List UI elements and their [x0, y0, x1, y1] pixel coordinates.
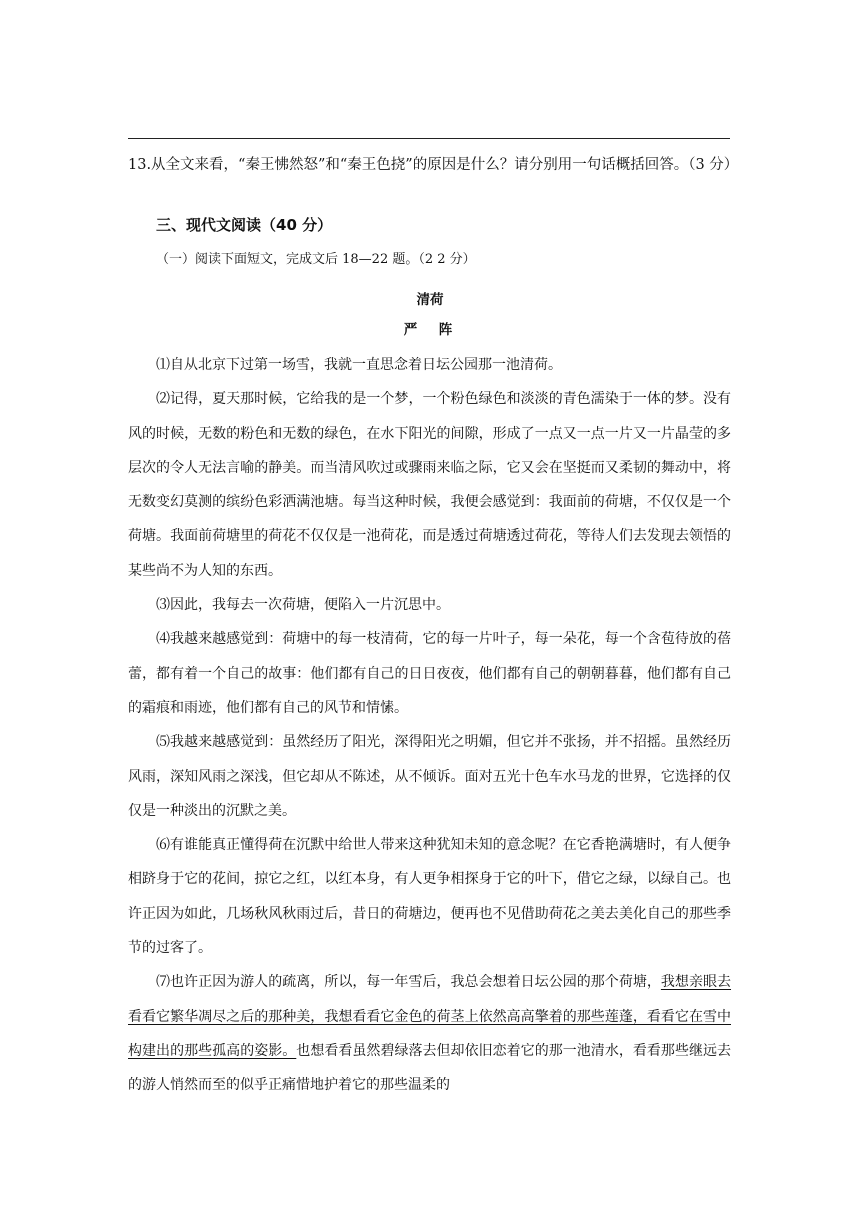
top-divider-line: [128, 138, 730, 139]
paragraph-6: ⑹有谁能真正懂得荷在沉默中给世人带来这种犹知未知的意念呢？在它香艳满塘时，有人便争相跻身于它的花间，掠它之红，以红本身，有人更争相探身于它的叶下，借它之绿，以绿自己。也许正因为如此，几场秋风秋雨过后，昔日的荷塘边，便再也不见借助荷花之美去美化自己的那些季节的过客了。: [128, 837, 731, 957]
paragraph-7: [128, 965, 731, 1102]
part-one-instruction: （一）阅读下面短文，完成文后 18—22 题。（2 2 分）: [156, 252, 476, 267]
paragraph-7-start: ⑺也许正因为游人的疏离，所以，每一年雪后，我总会想着日坛公园的那个荷塘，: [156, 974, 661, 991]
question-13: 13.从全文来看，“秦王怫然怒”和“秦王色挠”的原因是什么？请分别用一句话概括回答。（3 分）: [128, 157, 739, 173]
paragraph-4: ⑷我越来越感觉到：荷塘中的每一枝清荷，它的每一片叶子，每一朵花，每一个含苞待放的蓓蕾，都有着一个自己的故事：他们都有自己的日日夜夜，他们都有自己的朝朝暮暮，他们都有自己的霜痕和雨迹，他们都有自己的风节和情愫。: [128, 631, 731, 716]
paragraph-5: ⑸我越来越感觉到：虽然经历了阳光，深得阳光之明媚，但它并不张扬，并不招摇。虽然经历风雨，深知风雨之深浅，但它却从不陈述，从不倾诉。面对五光十色车水马龙的世界，它选择的仅仅是一种淡出的沉默之美。: [128, 734, 731, 819]
paragraph-1: ⑴自从北京下过第一场雪，我就一直思念着日坛公园那一池清荷。: [156, 357, 562, 373]
essay-body: [128, 348, 731, 1103]
paragraph-7-end: 也想看看虽然碧绿落去但却依旧恋着它的那一池清水，看看那些继远去的游人悄然而至的似乎正痛惜地护着它的那些温柔的: [128, 1042, 732, 1094]
underlined-sentence: 我想亲眼去看看它繁华凋尽之后的那种美，我想看看它金色的荷茎上依然高高擎着的那些莲蓬，看看它在雪中构建出的那些孤高的姿影。: [128, 974, 732, 1059]
paragraph-2: ⑵记得，夏天那时候，它给我的是一个梦，一个粉色绿色和淡淡的青色濡染于一体的梦。没有风的时候，无数的粉色和无数的绿色，在水下阳光的间隙，形成了一点又一点一片又一片晶莹的多层次的令人无法言喻的静美。而当清风吹过或骤雨来临之际，它又会在坚挺而又柔韧的舞动中，将无数变幻莫测的缤纷色彩洒满池塘。每当这种时候，我便会感觉到：我面前的荷塘，不仅仅是一个荷塘。我面前荷塘里的荷花不仅仅是一池荷花，而是透过荷塘透过荷花，等待人们去发现去领悟的某些尚不为人知的东西。: [128, 391, 731, 579]
essay-title: 清荷: [416, 292, 444, 308]
essay-author: 严 阵: [403, 322, 457, 338]
section-heading-modern-reading: 三、现代文阅读（40 分）: [156, 216, 333, 234]
paragraph-3: ⑶因此，我每去一次荷塘，便陷入一片沉思中。: [156, 597, 450, 614]
